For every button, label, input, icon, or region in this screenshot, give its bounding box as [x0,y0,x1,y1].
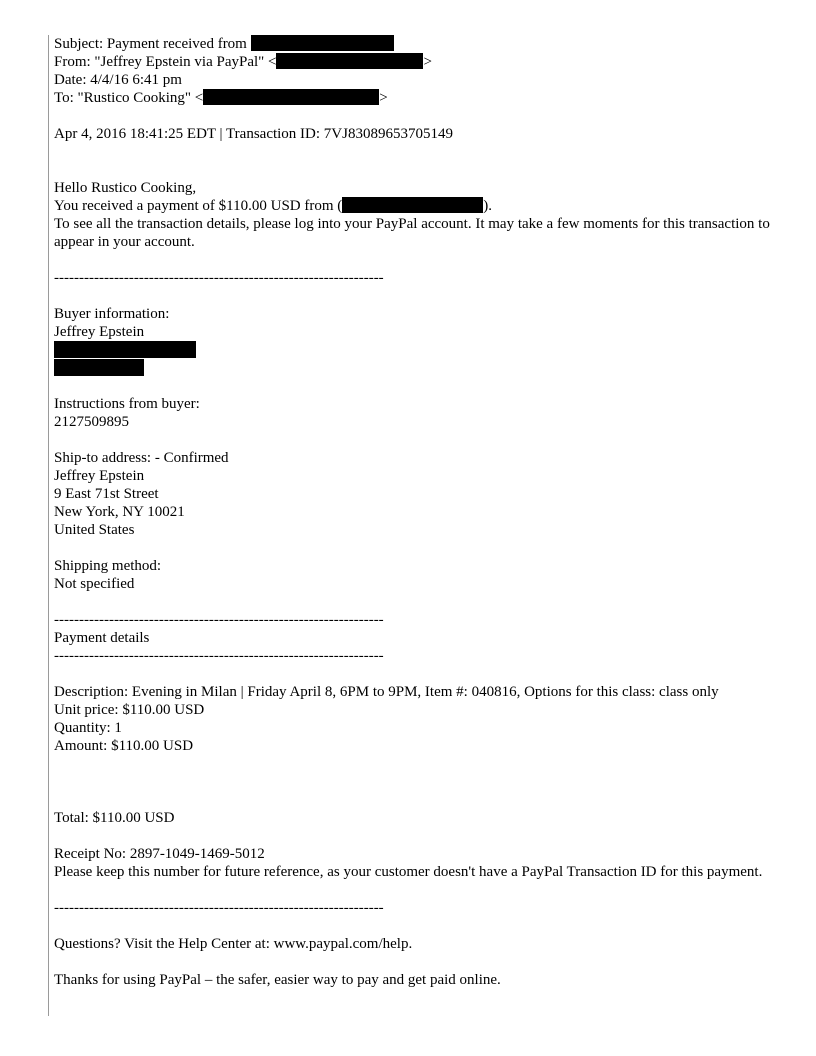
shipping-method-value: Not specified [54,576,135,592]
instructions-value: 2127509895 [54,414,129,430]
ship-to-street: 9 East 71st Street [54,486,159,502]
ship-to-country: United States [54,522,135,538]
from-label: From: "Jeffrey Epstein via PayPal" < [54,54,277,70]
payment-details-heading: Payment details [54,630,150,646]
redacted-from-email [276,53,423,69]
total: Total: $110.00 USD [54,810,175,826]
divider: ------------------------------------------------------------------ [54,900,384,916]
divider: ------------------------------------------------------------------ [54,270,384,286]
payment-received-line [54,197,804,215]
subject-line [54,35,804,53]
subject-label: Subject: Payment received from [54,36,247,52]
item-amount: Amount: $110.00 USD [54,738,194,754]
greeting: Hello Rustico Cooking, [54,180,197,196]
item-quantity: Quantity: 1 [54,720,122,736]
to-label: To: "Rustico Cooking" < [54,90,204,106]
instructions-paragraph: To see all the transaction details, please log into your PayPal account. It may take a few moments for this transaction to appear in your account. [54,216,770,250]
to-line [54,89,804,107]
ship-to-city: New York, NY 10021 [54,504,185,520]
redacted-payer-email [342,197,483,213]
redacted-buyer-line-2 [54,359,144,376]
buyer-name: Jeffrey Epstein [54,324,145,340]
payment-received-prefix: You received a payment of $110.00 USD from ( [54,198,343,214]
payment-received-suffix: ). [483,198,493,214]
redacted-buyer-line-1 [54,341,196,358]
item-description: Description: Evening in Milan | Friday April 8, 6PM to 9PM, Item #: 040816, Options for this class: class only [54,684,719,700]
ship-to-heading: Ship-to address: - Confirmed [54,450,229,466]
from-close: > [423,54,432,70]
receipt-number: Receipt No: 2897-1049-1469-5012 [54,846,265,862]
from-line [54,53,804,71]
transaction-line: Apr 4, 2016 18:41:25 EDT | Transaction ID: 7VJ83089653705149 [54,126,453,142]
date-line: Date: 4/4/16 6:41 pm [54,72,182,88]
divider: ------------------------------------------------------------------ [54,612,384,628]
to-close: > [379,90,388,106]
email-document [48,35,808,1016]
email-body [54,35,804,989]
redacted-to-email [203,89,379,105]
receipt-note: Please keep this number for future reference, as your customer doesn't have a PayPal Transaction ID for this payment. [54,864,763,880]
item-unit-price: Unit price: $110.00 USD [54,702,205,718]
buyer-heading: Buyer information: [54,306,170,322]
thanks-line: Thanks for using PayPal – the safer, easier way to pay and get paid online. [54,972,501,988]
questions-line: Questions? Visit the Help Center at: www.paypal.com/help. [54,936,413,952]
instructions-heading: Instructions from buyer: [54,396,200,412]
redacted-sender-name [251,35,394,51]
divider: ------------------------------------------------------------------ [54,648,384,664]
shipping-method-heading: Shipping method: [54,558,162,574]
ship-to-name: Jeffrey Epstein [54,468,145,484]
